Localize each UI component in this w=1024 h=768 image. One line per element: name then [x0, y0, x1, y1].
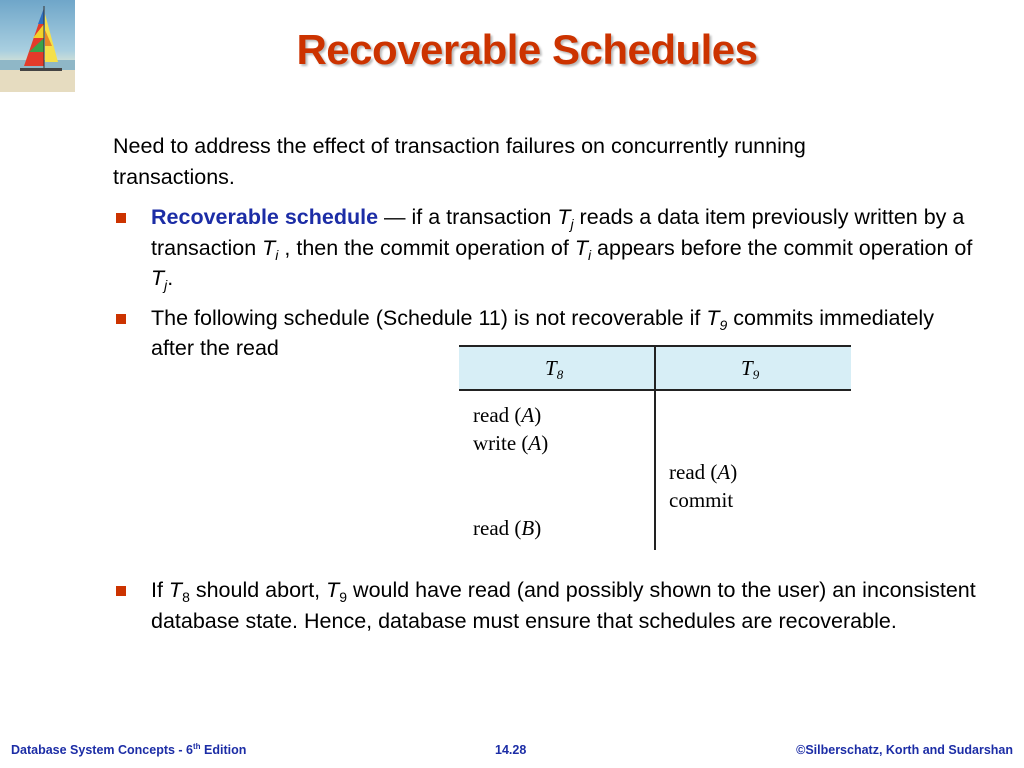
- column-header-t8: $T_8$: [545, 356, 564, 382]
- slide-title: Recoverable Schedules: [296, 26, 758, 73]
- operation-row: read (B): [473, 516, 542, 540]
- column-header-t9: $T_9$: [741, 356, 760, 382]
- intro-text: Need to address the effect of transaction failures on concurrently running transactions.: [113, 134, 806, 189]
- footer-slide-number: 14.28: [495, 743, 527, 757]
- bullet-recoverable-definition: Recoverable schedule — if a transaction $T_j$ reads a data item previously written by a transaction $T_i$ , then the commit operation of $T_i$ appears before the commit operation of $T_j$.: [113, 202, 973, 294]
- ti-symbol: $T_i$: [262, 235, 279, 263]
- column-divider: [654, 345, 656, 550]
- t8-symbol: T: [168, 578, 183, 602]
- operation-row: write (A): [473, 431, 549, 455]
- bullet-square-icon: [116, 586, 126, 596]
- bullet-schedule-11: The following schedule (Schedule 11) is not recoverable if $T_9$ commits immediately after the read: [113, 303, 971, 364]
- slide-body: [113, 131, 973, 373]
- t9-symbol: $T_9$: [706, 305, 728, 333]
- bullet-abort-consequence: If $T_8$ should abort, $T_9$ would have read (and possibly shown to the user) an inconsistent database state. Hence, database must ensure that schedules are recoverable.: [113, 575, 993, 645]
- operation-row: commit: [669, 488, 734, 512]
- footer-copyright: ©Silberschatz, Korth and Sudarshan: [796, 743, 1013, 757]
- bullet-square-icon: [116, 213, 126, 223]
- schedule-11-table: [459, 345, 851, 550]
- ti-symbol: $T_i$: [574, 235, 592, 263]
- operation-row: read (A): [669, 460, 738, 484]
- tj-symbol: $T_j$: [557, 205, 574, 232]
- bullet-square-icon: [116, 314, 126, 324]
- term-recoverable-schedule: Recoverable schedule: [151, 205, 379, 229]
- operation-row: read (A): [473, 403, 542, 427]
- t9-symbol: T: [326, 578, 340, 602]
- tj-symbol: $T_j$: [151, 266, 168, 293]
- footer-book-title: Database System Concepts - 6th Edition: [11, 742, 247, 757]
